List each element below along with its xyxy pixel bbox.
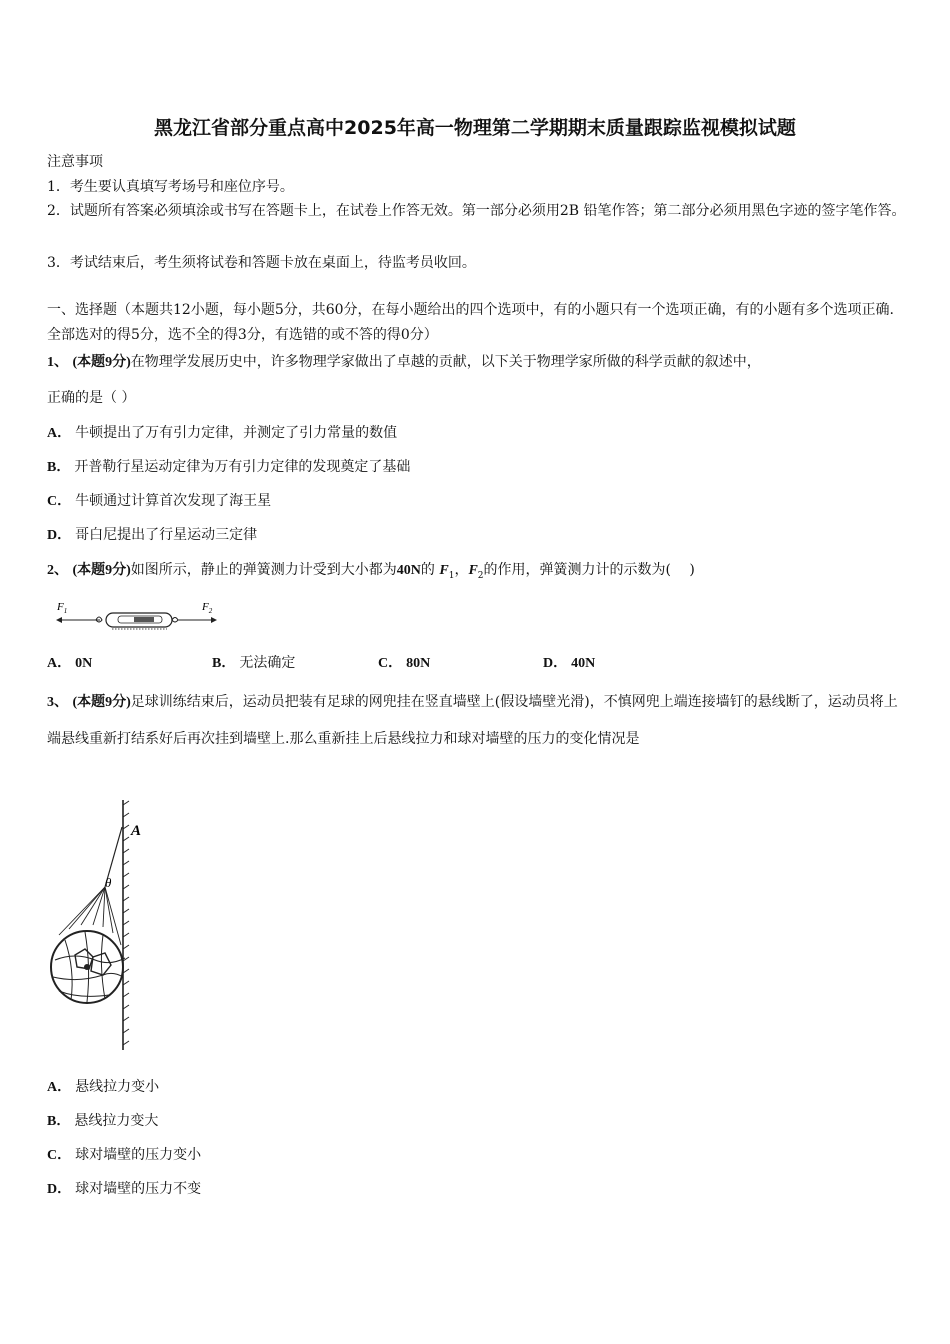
q3-option-d[interactable]: D． 球对墙壁的压力不变 [47, 1181, 202, 1197]
question-number: 3、 [47, 695, 68, 710]
point-a-label: A [131, 823, 142, 839]
question-score: (本题9分) [72, 563, 131, 578]
question-1-stem-cont: 正确的是（ ） [47, 390, 136, 406]
question-3-stem: 3、 (本题9分)足球训练结束后，运动员把装有足球的网兜挂在竖直墙壁上(假设墙壁光滑)，不慎网兜上端连接墙钉的悬线断了，运动员将上端悬线重新打结系好后再次挂到墙壁上.那么重新挂上后悬线拉力和球对墙壁的压力的变化情况是 [47, 694, 898, 747]
q2-option-a[interactable]: A． 0N [47, 656, 93, 671]
question-number: 1、 [47, 355, 68, 370]
force-value: 40N [396, 563, 421, 578]
ball-net-figure [45, 795, 155, 1055]
f1-label: $F_1$ [57, 601, 68, 615]
q2-option-c[interactable]: C． 80N [378, 656, 431, 671]
q2-option-b[interactable]: B． 无法确定 [212, 655, 296, 671]
notice-item-3: 3．考试结束后，考生须将试卷和答题卡放在桌面上，待监考员收回。 [47, 255, 476, 271]
question-2-stem: 2、 (本题9分)如图所示，静止的弹簧测力计受到大小都为40N的 $F_1$，$F_2$的作用，弹簧测力计的示数为( ) [47, 562, 695, 581]
question-1-stem [47, 352, 761, 373]
question-text: 在物理学发展历史中，许多物理学家做出了卓越的贡献，以下关于物理学家所做的科学贡献的叙述中， [130, 354, 761, 370]
q3-option-b[interactable]: B． 悬线拉力变大 [47, 1113, 159, 1129]
q1-option-c[interactable]: C． 牛顿通过计算首次发现了海王星 [47, 493, 272, 509]
q3-option-c[interactable]: C． 球对墙壁的压力变小 [47, 1147, 202, 1163]
notice-item-1: 1．考生要认真填写考场号和座位序号。 [47, 179, 294, 195]
q2-option-d[interactable]: D． 40N [543, 656, 596, 671]
question-score: (本题9分) [72, 355, 131, 370]
f2-label: $F_2$ [202, 601, 213, 615]
spring-scale-figure [52, 598, 222, 638]
q3-option-a[interactable]: A． 悬线拉力变小 [47, 1079, 160, 1095]
notice-item-2: 2．试题所有答案必须填涂或书写在答题卡上，在试卷上作答无效。第一部分必须用2B 铅笔作答；第二部分必须用黑色字迹的签字笔作答。 [47, 203, 906, 219]
angle-label: θ [105, 875, 112, 890]
q1-option-d[interactable]: D． 哥白尼提出了行星运动三定律 [47, 527, 258, 543]
q1-option-a[interactable]: A． 牛顿提出了万有引力定律，并测定了引力常量的数值 [47, 425, 398, 441]
notice-heading: 注意事项 [47, 154, 103, 170]
section-heading: 一、选择题（本题共12小题，每小题5分，共60分，在每小题给出的四个选项中，有的小题只有一个选项正确，有的小题有多个选项正确.全部选对的得5分，选不全的得3分，有选错的或不答的得0分） [47, 302, 894, 343]
question-number: 2、 [47, 563, 68, 578]
q1-option-b[interactable]: B． 开普勒行星运动定律为万有引力定律的发现奠定了基础 [47, 459, 411, 475]
question-score: (本题9分) [72, 695, 131, 710]
page-title: 黑龙江省部分重点高中2025年高一物理第二学期期末质量跟踪监视模拟试题 [154, 117, 796, 139]
